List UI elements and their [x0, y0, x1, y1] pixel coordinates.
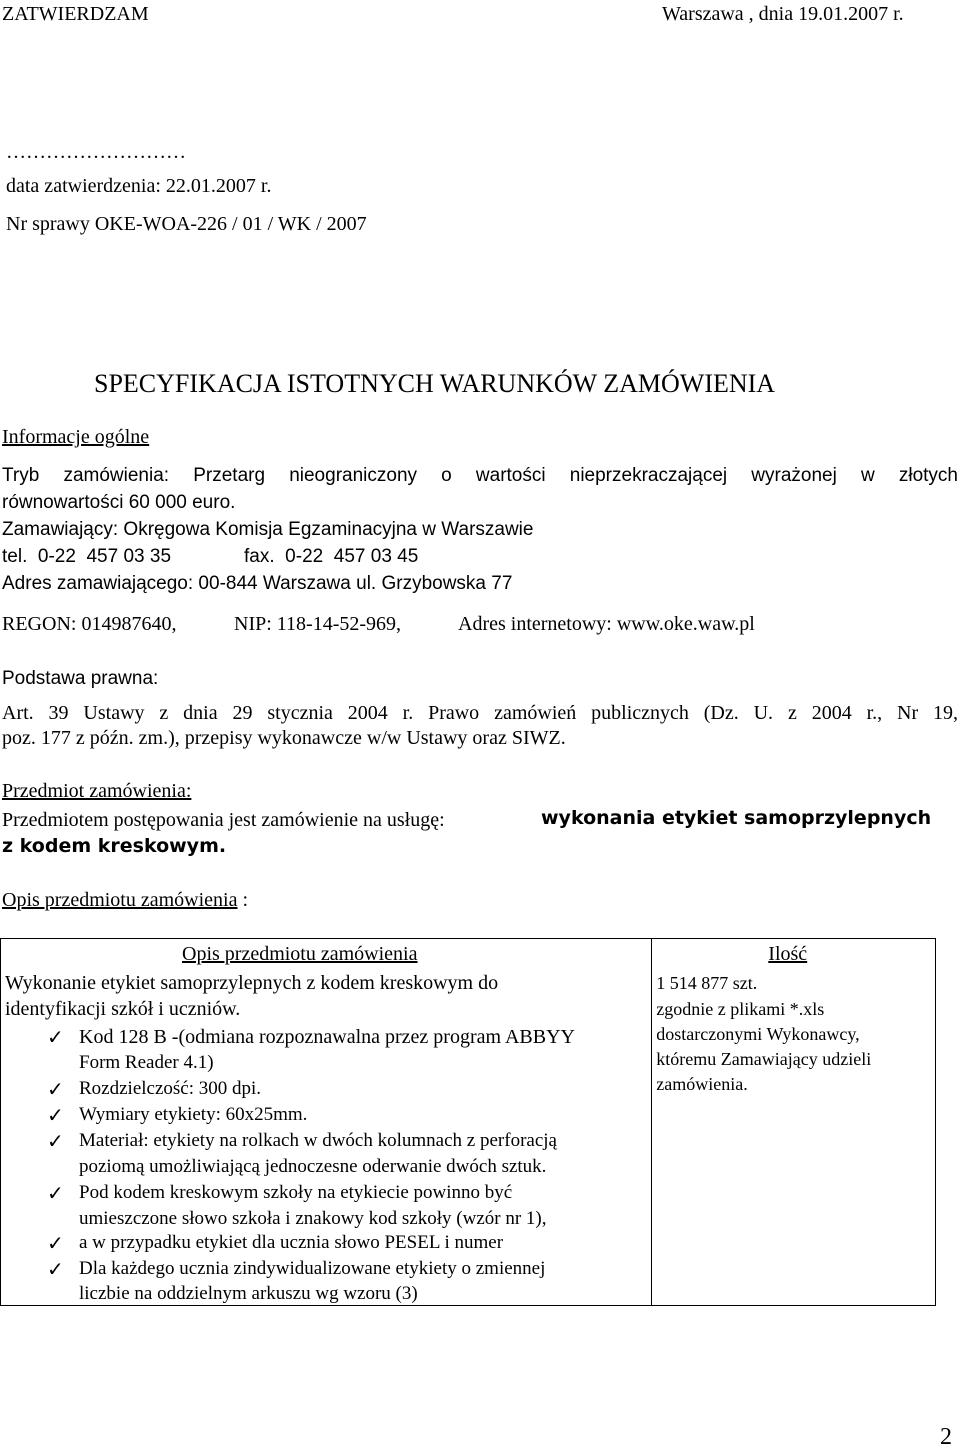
- list-item: Materiał: etykiety na rolkach w dwóch kolumnach z perforacją: [79, 1130, 557, 1151]
- quantity-note-line3: któremu Zamawiający udzieli: [656, 1049, 872, 1069]
- subject-bold-line2: z kodem kreskowym.: [2, 835, 227, 857]
- case-number: Nr sprawy OKE-WOA-226 / 01 / WK / 2007: [6, 213, 367, 235]
- subject-text: Przedmiotem postępowania jest zamówienie na usługę:: [2, 809, 445, 831]
- check-icon: ✓: [47, 1105, 64, 1127]
- check-icon: ✓: [47, 1259, 64, 1281]
- client-name: Zamawiający: Okręgowa Komisja Egzaminacyjna w Warszawie: [2, 519, 534, 540]
- description-cell: [1, 939, 652, 1306]
- legal-basis-line2: poz. 177 z późn. zm.), przepisy wykonawcze w/w Ustawy oraz SIWZ.: [2, 727, 566, 749]
- place-date: Warszawa , dnia 19.01.2007 r.: [662, 3, 904, 25]
- client-address: Adres zamawiającego: 00-844 Warszawa ul. Grzybowska 77: [2, 573, 513, 594]
- procurement-mode-line1: Tryb zamówienia: Przetarg nieograniczony o wartości nieprzekraczającej wyrażonej w złotych: [2, 465, 958, 486]
- subject-heading: Przedmiot zamówienia:: [2, 780, 192, 802]
- quantity-note-line2: dostarczonymi Wykonawcy,: [656, 1024, 860, 1044]
- table-header-description: Opis przedmiotu zamówienia: [182, 943, 418, 965]
- page-number: 2: [940, 1424, 952, 1450]
- list-item: Pod kodem kreskowym szkoły na etykiecie powinno być: [79, 1182, 513, 1203]
- quantity-note-line1: zgodnie z plikami *.xls: [656, 999, 825, 1019]
- signature-dots: ………………………: [6, 141, 186, 163]
- quantity-cell: [652, 939, 936, 1306]
- client-fax: fax. 0-22 457 03 45: [244, 546, 419, 567]
- list-item: a w przypadku etykiet dla ucznia słowo PESEL i numer: [79, 1232, 504, 1253]
- website-link: Adres internetowy: www.oke.waw.pl: [458, 613, 755, 635]
- table-header-quantity: Ilość: [768, 943, 808, 965]
- list-item-cont: umieszczone słowo szkoła i znakowy kod szkoły (wzór nr 1),: [79, 1208, 547, 1229]
- document-title: SPECYFIKACJA ISTOTNYCH WARUNKÓW ZAMÓWIENIA: [94, 369, 776, 398]
- list-item-cont: liczbie na oddzielnym arkuszu wg wzoru (3): [79, 1283, 418, 1304]
- list-item: Wymiary etykiety: 60x25mm.: [79, 1104, 308, 1125]
- list-item: Rozdzielczość: 300 dpi.: [79, 1078, 262, 1099]
- subject-bold-line1: wykonania etykiet samoprzylepnych: [541, 807, 932, 829]
- quantity-note-line4: zamówienia.: [656, 1074, 748, 1094]
- list-item: Kod 128 B -(odmiana rozpoznawalna przez program ABBYY: [79, 1026, 575, 1048]
- quantity-value: 1 514 877 szt.: [656, 973, 758, 993]
- legal-basis-line1: Art. 39 Ustawy z dnia 29 stycznia 2004 r. Prawo zamówień publicznych (Dz. U. z 2004 r., Nr 19,: [2, 702, 958, 724]
- legal-basis-heading: Podstawa prawna:: [2, 668, 159, 689]
- general-info-heading: Informacje ogólne: [2, 426, 150, 448]
- check-icon: ✓: [47, 1233, 64, 1255]
- procurement-mode-line2: równowartości 60 000 euro.: [2, 492, 236, 513]
- table-intro-line1: Wykonanie etykiet samoprzylepnych z kodem kreskowym do: [5, 972, 499, 994]
- check-icon: ✓: [47, 1183, 64, 1205]
- check-icon: ✓: [47, 1131, 64, 1153]
- check-icon: ✓: [47, 1079, 64, 1101]
- description-heading-suffix: :: [237, 889, 249, 911]
- list-item: Dla każdego ucznia zindywidualizowane etykiety o zmiennej: [79, 1258, 546, 1279]
- check-icon: ✓: [47, 1027, 64, 1049]
- nip: NIP: 118-14-52-969,: [234, 613, 402, 635]
- approval-date: data zatwierdzenia: 22.01.2007 r.: [6, 175, 272, 197]
- specification-table: [0, 938, 936, 1306]
- regon: REGON: 014987640,: [2, 613, 177, 635]
- table-intro-line2: identyfikacji szkół i uczniów.: [5, 998, 241, 1020]
- list-item-cont: Form Reader 4.1): [79, 1052, 214, 1073]
- client-phone: tel. 0-22 457 03 35: [2, 546, 172, 567]
- list-item-cont: poziomą umożliwiającą jednoczesne oderwanie dwóch sztuk.: [79, 1156, 547, 1177]
- description-heading-text: Opis przedmiotu zamówienia: [2, 889, 238, 911]
- description-heading: [2, 888, 248, 912]
- approve-label: ZATWIERDZAM: [2, 3, 149, 25]
